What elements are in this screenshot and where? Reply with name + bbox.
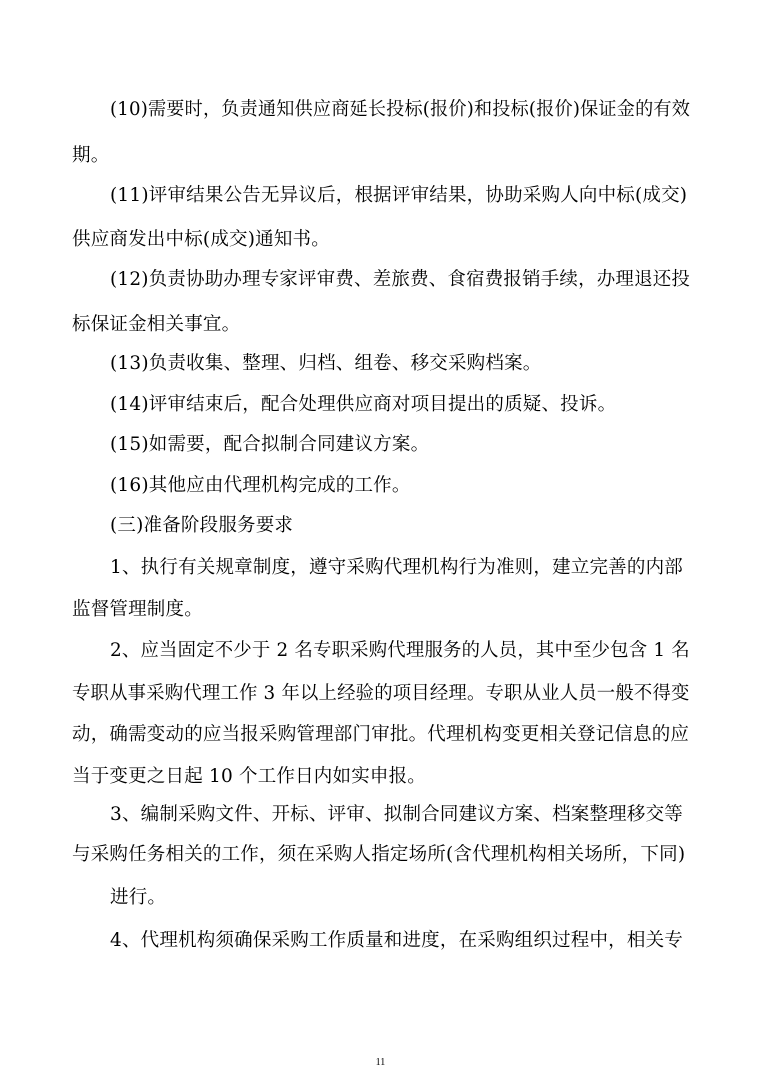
text-line: 期。 [72, 145, 110, 166]
section-heading: (三)准备阶段服务要求 [110, 515, 294, 536]
text-line: (14)评审结束后，配合处理供应商对项目提出的质疑、投诉。 [110, 394, 617, 415]
text-line: 3、编制采购文件、开标、评审、拟制合同建议方案、档案整理移交等 [110, 804, 683, 825]
text-line: 1、执行有关规章制度，遵守采购代理机构行为准则，建立完善的内部 [110, 557, 683, 578]
text-line: 动，确需变动的应当报采购管理部门审批。代理机构变更相关登记信息的应 [72, 724, 690, 745]
text-line: 2、应当固定不少于 2 名专职采购代理服务的人员，其中至少包含 1 名 [110, 640, 690, 661]
text-line: (10)需要时，负责通知供应商延长投标(报价)和投标(报价)保证金的有效 [110, 99, 691, 120]
text-line: (13)负责收集、整理、归档、组卷、移交采购档案。 [110, 353, 542, 374]
text-line: (16)其他应由代理机构完成的工作。 [110, 475, 411, 496]
text-line: 供应商发出中标(成交)通知书。 [72, 229, 330, 250]
text-line: 监督管理制度。 [72, 599, 203, 620]
text-line: (12)负责协助办理专家评审费、差旅费、食宿费报销手续，办理退还投 [110, 269, 691, 290]
page-number: 11 [375, 1057, 386, 1068]
text-line: 当于变更之日起 10 个工作日内如实申报。 [72, 766, 427, 787]
text-line: 与采购任务相关的工作，须在采购人指定场所(含代理机构相关场所，下同) [72, 844, 686, 865]
text-line: 4、代理机构须确保采购工作质量和进度，在采购组织过程中，相关专 [110, 930, 683, 951]
text-line: (15)如需要，配合拟制合同建议方案。 [110, 434, 430, 455]
text-line: 专职从事采购代理工作 3 年以上经验的项目经理。专职从业人员一般不得变 [72, 683, 690, 704]
text-line: (11)评审结果公告无异议后，根据评审结果，协助采购人向中标(成交) [110, 185, 688, 206]
text-line: 进行。 [110, 887, 167, 908]
text-line: 标保证金相关事宜。 [72, 314, 241, 335]
